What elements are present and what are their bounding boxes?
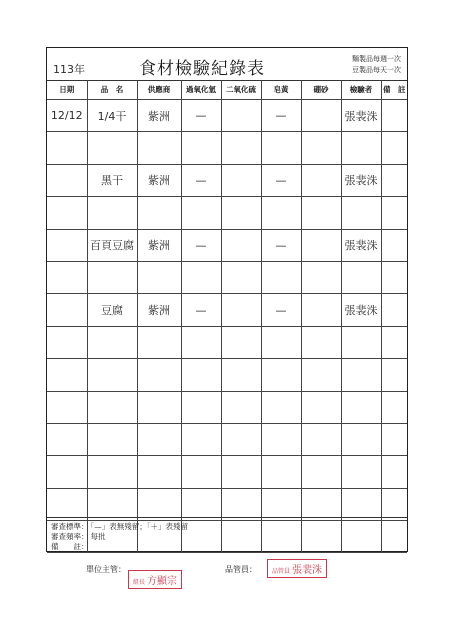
- cell-remark: [381, 391, 407, 423]
- table-row: [47, 423, 407, 455]
- notes-section: [47, 517, 407, 552]
- cell-remark: [381, 100, 407, 132]
- cell-remark: [381, 229, 407, 261]
- cell-inspector: 張裴洙: [341, 164, 381, 196]
- cell-item: 豆腐: [87, 294, 137, 326]
- signature-area: [0, 556, 452, 596]
- cell-remark: [381, 132, 407, 164]
- table-row: [47, 164, 407, 196]
- cell-inspector: 張裴洙: [341, 229, 381, 261]
- cell-hydrogen-peroxide: —: [181, 100, 221, 132]
- cell-hydrogen-peroxide: [181, 359, 221, 391]
- cell-borax: [301, 423, 341, 455]
- cell-sulfur-dioxide: [221, 359, 261, 391]
- cell-date: [47, 488, 87, 520]
- cell-date: [47, 326, 87, 358]
- remark-note: [51, 541, 89, 552]
- cell-remark: [381, 261, 407, 293]
- cell-inspector: [341, 456, 381, 488]
- frequency-note-noodle: 麵製品每週一次: [352, 55, 401, 63]
- cell-soap-yellow: [261, 261, 301, 293]
- cell-soap-yellow: [261, 326, 301, 358]
- cell-inspector: [341, 423, 381, 455]
- table-row: [47, 326, 407, 358]
- cell-supplier: [137, 456, 181, 488]
- cell-inspector: [341, 197, 381, 229]
- cell-borax: [301, 132, 341, 164]
- cell-sulfur-dioxide: [221, 391, 261, 423]
- cell-remark: [381, 456, 407, 488]
- cell-sulfur-dioxide: [221, 100, 261, 132]
- cell-hydrogen-peroxide: [181, 197, 221, 229]
- cell-hydrogen-peroxide: [181, 132, 221, 164]
- cell-sulfur-dioxide: [221, 197, 261, 229]
- cell-inspector: 張裴洙: [341, 100, 381, 132]
- header-date: 日期: [47, 80, 87, 100]
- table-row: [47, 359, 407, 391]
- supervisor-seal-stamp: 組長 方顯宗: [128, 570, 182, 589]
- cell-date: [47, 197, 87, 229]
- frequency-value: 每批: [90, 532, 106, 541]
- cell-borax: [301, 456, 341, 488]
- cell-remark: [381, 488, 407, 520]
- cell-hydrogen-peroxide: —: [181, 294, 221, 326]
- manager-label: 品管員：: [225, 565, 257, 574]
- cell-hydrogen-peroxide: [181, 326, 221, 358]
- header-inspector: 檢驗者: [341, 80, 381, 100]
- cell-sulfur-dioxide: [221, 294, 261, 326]
- cell-supplier: [137, 132, 181, 164]
- cell-date: 12/12: [47, 100, 87, 132]
- cell-sulfur-dioxide: [221, 132, 261, 164]
- table-row: [47, 229, 407, 261]
- cell-borax: [301, 391, 341, 423]
- cell-soap-yellow: —: [261, 229, 301, 261]
- cell-borax: [301, 326, 341, 358]
- cell-inspector: [341, 391, 381, 423]
- cell-supplier: [137, 359, 181, 391]
- cell-borax: [301, 197, 341, 229]
- cell-supplier: [137, 391, 181, 423]
- cell-item: 百頁豆腐: [87, 229, 137, 261]
- inspection-table: [47, 80, 407, 553]
- cell-item: [87, 359, 137, 391]
- cell-sulfur-dioxide: [221, 423, 261, 455]
- cell-sulfur-dioxide: [221, 488, 261, 520]
- header-remark: 備 註: [381, 80, 407, 100]
- cell-supplier: [137, 423, 181, 455]
- header-item: 品 名: [87, 80, 137, 100]
- cell-hydrogen-peroxide: —: [181, 164, 221, 196]
- cell-item: 1/4干: [87, 100, 137, 132]
- cell-soap-yellow: —: [261, 294, 301, 326]
- cell-borax: [301, 359, 341, 391]
- cell-hydrogen-peroxide: [181, 261, 221, 293]
- cell-supplier: 紫洲: [137, 164, 181, 196]
- table-row: [47, 456, 407, 488]
- table-header-row: [47, 80, 407, 100]
- cell-soap-yellow: —: [261, 100, 301, 132]
- manager-seal-stamp: 品管員 張裴洙: [267, 559, 327, 578]
- cell-sulfur-dioxide: [221, 164, 261, 196]
- year-handwritten: 113年: [53, 63, 85, 76]
- cell-soap-yellow: [261, 391, 301, 423]
- cell-soap-yellow: [261, 423, 301, 455]
- cell-date: [47, 132, 87, 164]
- title-row: [47, 48, 407, 81]
- cell-remark: [381, 326, 407, 358]
- table-row: [47, 488, 407, 520]
- cell-inspector: 張裴洙: [341, 294, 381, 326]
- cell-supplier: [137, 326, 181, 358]
- cell-supplier: [137, 197, 181, 229]
- form-title: 食材檢驗紀錄表: [139, 59, 265, 79]
- table-body: [47, 100, 407, 553]
- cell-soap-yellow: [261, 132, 301, 164]
- table-row: [47, 294, 407, 326]
- cell-item: [87, 261, 137, 293]
- inspection-form: [46, 47, 408, 552]
- table-row: [47, 197, 407, 229]
- cell-soap-yellow: [261, 456, 301, 488]
- cell-remark: [381, 359, 407, 391]
- cell-sulfur-dioxide: [221, 456, 261, 488]
- cell-sulfur-dioxide: [221, 261, 261, 293]
- cell-date: [47, 164, 87, 196]
- cell-inspector: [341, 132, 381, 164]
- cell-item: [87, 391, 137, 423]
- remark-label: 備 註：: [51, 542, 89, 551]
- cell-date: [47, 456, 87, 488]
- cell-sulfur-dioxide: [221, 229, 261, 261]
- cell-item: [87, 456, 137, 488]
- standard-label: 審查標準：: [51, 522, 89, 531]
- header-sulfur-dioxide: 二氧化硫: [221, 80, 261, 100]
- cell-supplier: 紫洲: [137, 229, 181, 261]
- cell-hydrogen-peroxide: —: [181, 229, 221, 261]
- table-row: [47, 391, 407, 423]
- header-supplier: 供應商: [137, 80, 181, 100]
- table-row: [47, 261, 407, 293]
- cell-remark: [381, 197, 407, 229]
- cell-date: [47, 359, 87, 391]
- cell-hydrogen-peroxide: [181, 391, 221, 423]
- cell-hydrogen-peroxide: [181, 456, 221, 488]
- cell-borax: [301, 164, 341, 196]
- cell-inspector: [341, 326, 381, 358]
- cell-soap-yellow: [261, 488, 301, 520]
- table-row: [47, 100, 407, 132]
- cell-remark: [381, 423, 407, 455]
- header-borax: 硼砂: [301, 80, 341, 100]
- cell-supplier: [137, 488, 181, 520]
- cell-supplier: 紫洲: [137, 100, 181, 132]
- cell-item: [87, 197, 137, 229]
- frequency-note-soy: 豆製品每天一次: [352, 66, 401, 74]
- cell-borax: [301, 100, 341, 132]
- cell-soap-yellow: [261, 359, 301, 391]
- cell-item: [87, 488, 137, 520]
- supervisor-label: 單位主管：: [86, 565, 126, 574]
- standard-value: 「—」表無殘留；「＋」表殘留: [90, 522, 188, 531]
- frequency-label: 審查頻率：: [51, 532, 89, 541]
- header-hydrogen-peroxide: 過氧化氫: [181, 80, 221, 100]
- cell-date: [47, 423, 87, 455]
- cell-item: [87, 423, 137, 455]
- cell-borax: [301, 229, 341, 261]
- cell-date: [47, 294, 87, 326]
- cell-item: [87, 326, 137, 358]
- cell-item: 黑干: [87, 164, 137, 196]
- cell-inspector: [341, 488, 381, 520]
- cell-sulfur-dioxide: [221, 326, 261, 358]
- cell-date: [47, 391, 87, 423]
- cell-date: [47, 261, 87, 293]
- cell-remark: [381, 294, 407, 326]
- cell-date: [47, 229, 87, 261]
- table-row: [47, 132, 407, 164]
- cell-borax: [301, 488, 341, 520]
- cell-soap-yellow: [261, 197, 301, 229]
- cell-inspector: [341, 359, 381, 391]
- cell-hydrogen-peroxide: [181, 423, 221, 455]
- cell-inspector: [341, 261, 381, 293]
- cell-item: [87, 132, 137, 164]
- cell-soap-yellow: —: [261, 164, 301, 196]
- cell-supplier: [137, 261, 181, 293]
- cell-borax: [301, 294, 341, 326]
- cell-hydrogen-peroxide: [181, 488, 221, 520]
- cell-supplier: 紫洲: [137, 294, 181, 326]
- header-soap-yellow: 皂黃: [261, 80, 301, 100]
- cell-remark: [381, 164, 407, 196]
- cell-borax: [301, 261, 341, 293]
